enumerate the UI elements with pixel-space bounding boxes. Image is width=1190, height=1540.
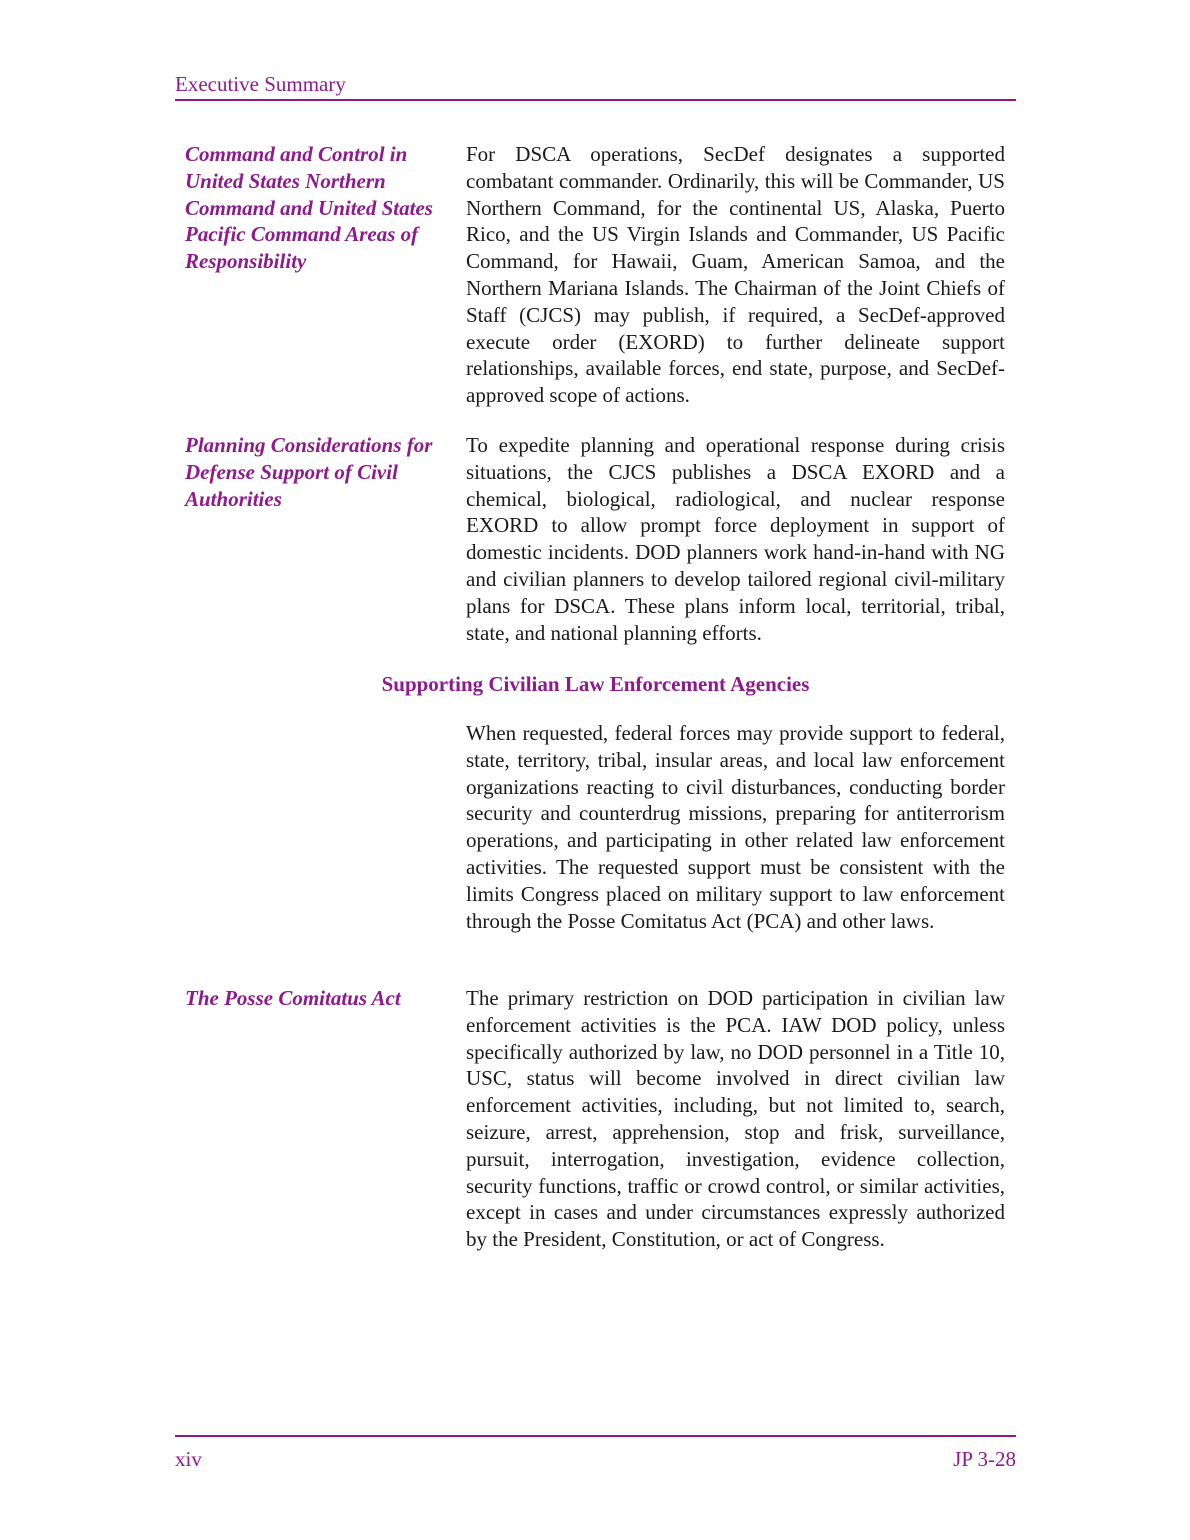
side-heading-posse-comitatus: The Posse Comitatus Act — [185, 986, 401, 1010]
paragraph-posse-comitatus: The primary restriction on DOD participation in civilian law enforcement activities is the PCA. IAW DOD policy, unless specifically authorized by law, no DOD personnel in a Title 10, USC, status will become involved in direct civilian law enforcement activities, including, but not limited to, search, seizure, arrest, apprehension, stop and frisk, surveillance, pursuit, interrogation, investigation, evidence collection, security functions, traffic or crowd control, or similar activities, except in cases and under circumstances expressly authorized by the President, Constitution, or act of Congress. — [466, 986, 1005, 1252]
header-rule — [175, 99, 1016, 101]
footer-rule — [175, 1435, 1016, 1437]
footer-page-number: xiv — [175, 1447, 202, 1471]
page-header-title: Executive Summary — [175, 72, 346, 96]
side-heading-command-control: Command and Control in United States Northern Command and United States Pacific Command Areas of Responsibility — [185, 142, 433, 274]
side-heading-planning: Planning Considerations for Defense Support of Civil Authorities — [185, 433, 433, 511]
paragraph-law-enforcement: When requested, federal forces may provide support to federal, state, territory, tribal, insular areas, and local law enforcement organizations reacting to civil disturbances, conducting border security and counterdrug missions, preparing for antiterrorism operations, and participating in other related law enforcement activities. The requested support must be consistent with the limits Congress placed on military support to law enforcement through the Posse Comitatus Act (PCA) and other laws. — [466, 721, 1005, 933]
paragraph-planning: To expedite planning and operational response during crisis situations, the CJCS publishes a DSCA EXORD and a chemical, biological, radiological, and nuclear response EXORD to allow prompt force deployment in support of domestic incidents. DOD planners work hand-in-hand with NG and civilian planners to develop tailored regional civil-military plans for DSCA. These plans inform local, territorial, tribal, state, and national planning efforts. — [466, 433, 1005, 645]
paragraph-command-control: For DSCA operations, SecDef designates a supported combatant commander. Ordinarily, this will be Commander, US Northern Command, for the continental US, Alaska, Puerto Rico, and the US Virgin Islands and Commander, US Pacific Command, for Hawaii, Guam, American Samoa, and the Northern Mariana Islands. The Chairman of the Joint Chiefs of Staff (CJCS) may publish, if required, a SecDef-approved execute order (EXORD) to further delineate support relationships, available forces, end state, purpose, and SecDef-approved scope of actions. — [466, 142, 1005, 408]
footer-publication-id: JP 3-28 — [953, 1447, 1016, 1471]
section-heading-law-enforcement: Supporting Civilian Law Enforcement Agencies — [381, 672, 810, 696]
